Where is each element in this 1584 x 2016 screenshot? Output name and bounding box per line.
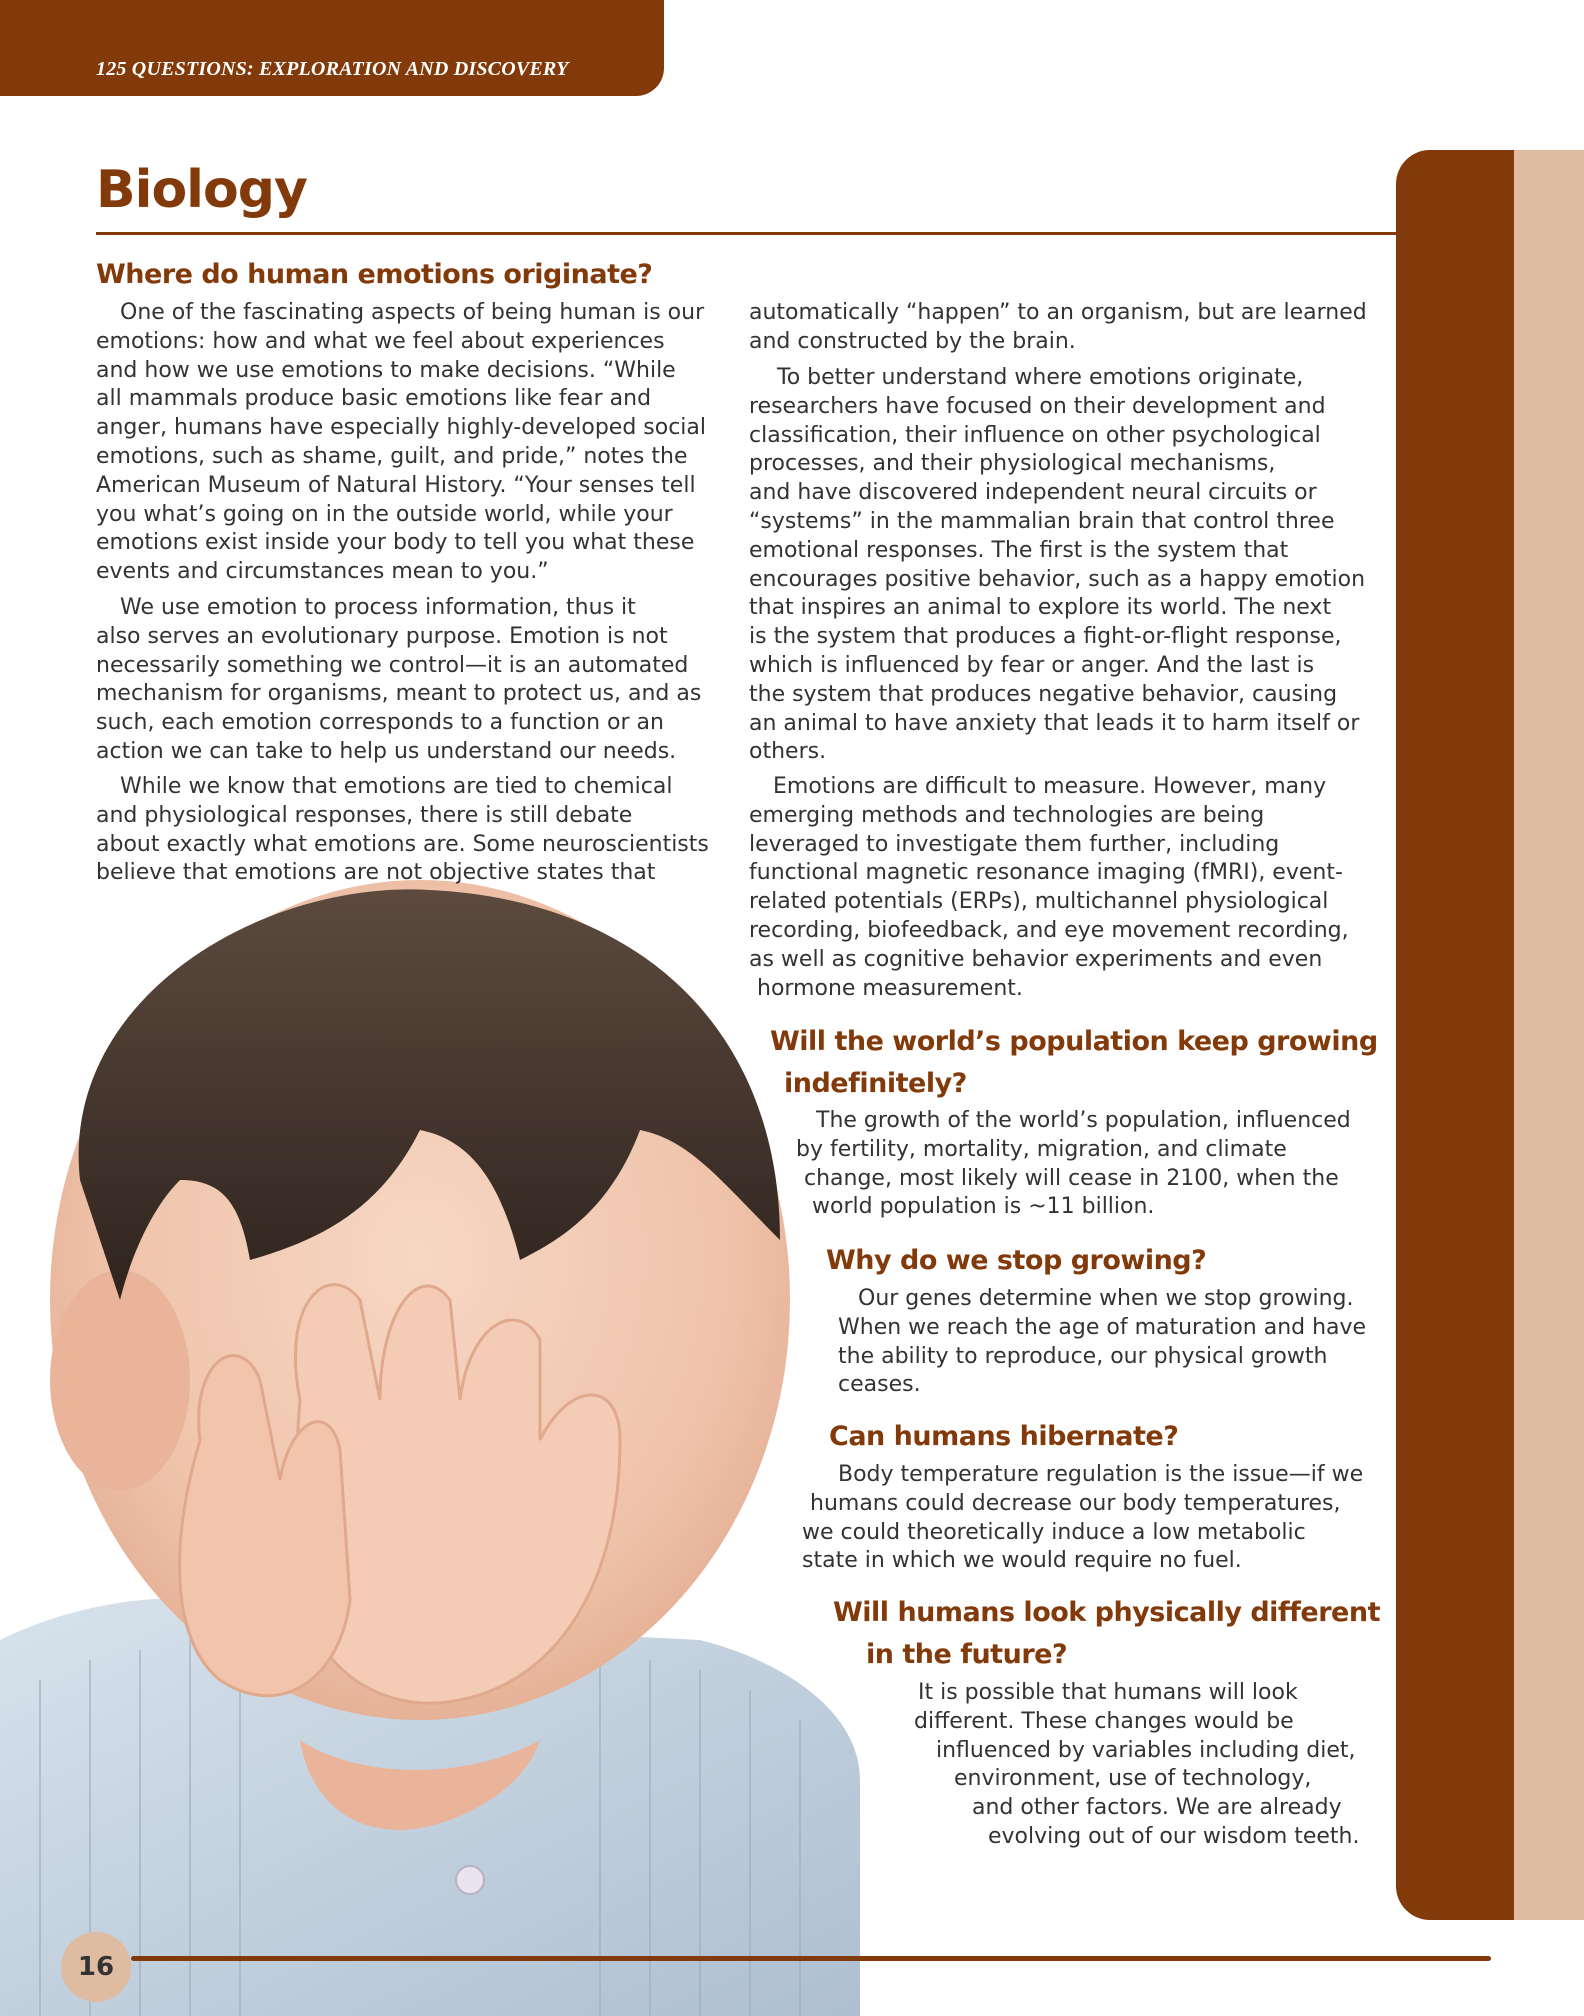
text-line: encourages positive behavior, such as a happy emotion — [749, 566, 1366, 592]
header-tab — [0, 0, 664, 96]
text-line: events and circumstances mean to you.” — [96, 559, 549, 585]
text-line: and other factors. We are already — [972, 1795, 1342, 1821]
text-line: and physiological responses, there is still debate — [96, 802, 633, 828]
text-line: anger, humans have especially highly-developed social — [96, 415, 707, 441]
text-line: that inspires an animal to explore its world. The next — [749, 595, 1332, 621]
text-line: you what’s going on in the outside world, while your — [96, 501, 673, 527]
paragraph-stop-growing — [838, 1285, 1366, 1400]
text-line: researchers have focused on their development and — [749, 393, 1326, 419]
text-line: To better understand where emotions originate, — [777, 365, 1304, 390]
text-line: American Museum of Natural History. “Your senses tell — [96, 472, 696, 498]
heading-line: in the future? — [866, 1639, 1068, 1670]
text-line: by fertility, mortality, migration, and climate — [796, 1136, 1287, 1162]
text-line: and how we use emotions to make decisions. “While — [96, 357, 676, 383]
heading-hibernate: Can humans hibernate? — [829, 1421, 1179, 1452]
heading-line: indefinitely? — [784, 1068, 967, 1099]
section-title: Biology — [96, 160, 307, 220]
text-line: leveraged to investigate them further, including — [749, 831, 1280, 857]
paragraph-emotions-3-continued — [749, 299, 1367, 357]
text-line: all mammals produce basic emotions like fear and — [96, 386, 652, 412]
text-line: It is possible that humans will look — [918, 1680, 1298, 1705]
title-divider — [96, 232, 1396, 235]
heading-future-appearance — [833, 1592, 1380, 1676]
right-edge-strip — [1510, 150, 1584, 1920]
text-line: One of the fascinating aspects of being human is our — [120, 300, 705, 325]
text-line: is the system that produces a fight-or-flight response, — [749, 624, 1342, 650]
text-line: environment, use of technology, — [954, 1766, 1312, 1792]
text-line: humans could decrease our body temperatures, — [810, 1490, 1341, 1516]
text-line: functional magnetic resonance imaging (fMRI), event- — [749, 860, 1343, 886]
paragraph-emotions-3 — [96, 773, 709, 888]
baby-covering-face-photo — [0, 880, 860, 2016]
running-title: 125 QUESTIONS: EXPLORATION AND DISCOVERY — [96, 58, 569, 80]
text-line: and constructed by the brain. — [749, 328, 1076, 354]
text-line: automatically “happen” to an organism, but are learned — [749, 300, 1367, 325]
text-line: the system that produces negative behavior, causing — [749, 681, 1338, 707]
text-line: mechanism for organisms, meant to protect us, and as — [96, 681, 702, 707]
paragraph-population — [796, 1107, 1351, 1222]
text-line: emotions exist inside your body to tell you what these — [96, 530, 695, 556]
text-line: state in which we would require no fuel. — [802, 1548, 1242, 1574]
heading-population-growth — [770, 1021, 1378, 1105]
text-line: When we reach the age of maturation and have — [838, 1314, 1367, 1340]
paragraph-emotions-2 — [96, 594, 701, 767]
text-line: as well as cognitive behavior experiments and even — [749, 946, 1323, 972]
text-line: processes, and their physiological mechanisms, — [749, 451, 1276, 477]
text-line: necessarily something we control—it is an automated — [96, 652, 689, 678]
text-line: Our genes determine when we stop growing. — [858, 1286, 1354, 1311]
text-line: influenced by variables including diet, — [936, 1737, 1356, 1763]
heading-emotions-origin: Where do human emotions originate? — [96, 259, 653, 290]
text-line: emotional responses. The first is the system that — [749, 537, 1289, 563]
text-line: change, most likely will cease in 2100, when the — [804, 1165, 1339, 1191]
text-line: While we know that emotions are tied to chemical — [120, 774, 673, 799]
text-line: emotions, such as shame, guilt, and pride,” notes the — [96, 443, 688, 469]
text-line: emerging methods and technologies are being — [749, 802, 1265, 828]
text-line: The growth of the world’s population, influenced — [816, 1108, 1351, 1133]
text-line: others. — [749, 739, 827, 765]
text-line: Emotions are difficult to measure. However, many — [773, 774, 1327, 799]
text-line: “systems” in the mammalian brain that control three — [749, 508, 1335, 534]
page-number: 16 — [77, 1952, 115, 1982]
text-line: we could theoretically induce a low metabolic — [802, 1519, 1306, 1545]
text-line: classification, their influence on other psychological — [749, 422, 1321, 448]
footer-divider — [131, 1956, 1491, 1961]
text-line: also serves an evolutionary purpose. Emotion is not — [96, 623, 668, 649]
heading-line: Will the world’s population keep growing — [770, 1026, 1378, 1057]
text-line: recording, biofeedback, and eye movement recording, — [749, 917, 1349, 943]
text-line: believe that emotions are not objective states that — [96, 860, 656, 886]
text-line: the ability to reproduce, our physical growth — [838, 1343, 1328, 1369]
text-line: such, each emotion corresponds to a function or an — [96, 710, 664, 736]
text-line: related potentials (ERPs), multichannel physiological — [749, 889, 1329, 915]
text-line: ceases. — [838, 1372, 921, 1398]
text-line: which is influenced by fear or anger. And the last is — [749, 652, 1315, 678]
text-line: an animal to have anxiety that leads it to harm itself or — [749, 710, 1360, 736]
text-line: emotions: how and what we feel about experiences — [96, 328, 665, 354]
paragraph-emotions-1 — [96, 299, 706, 587]
text-line: world population is ~11 billion. — [812, 1194, 1155, 1220]
text-line: different. These changes would be — [914, 1708, 1294, 1734]
paragraph-emotions-5 — [749, 773, 1349, 1003]
text-line: evolving out of our wisdom teeth. — [988, 1823, 1360, 1849]
heading-line: Will humans look physically different — [833, 1597, 1380, 1628]
heading-stop-growing: Why do we stop growing? — [826, 1245, 1207, 1276]
text-line: We use emotion to process information, thus it — [120, 595, 636, 620]
text-line: and have discovered independent neural circuits or — [749, 480, 1317, 506]
text-line: about exactly what emotions are. Some neuroscientists — [96, 831, 709, 857]
text-line: hormone measurement. — [757, 975, 1023, 1001]
text-line: Body temperature regulation is the issue—if we — [838, 1462, 1364, 1487]
paragraph-emotions-4 — [749, 364, 1365, 767]
chapter-tab — [1396, 150, 1514, 1920]
paragraph-future-appearance — [910, 1679, 1360, 1852]
text-line: action we can take to help us understand our needs. — [96, 738, 677, 764]
paragraph-hibernate — [802, 1461, 1363, 1576]
